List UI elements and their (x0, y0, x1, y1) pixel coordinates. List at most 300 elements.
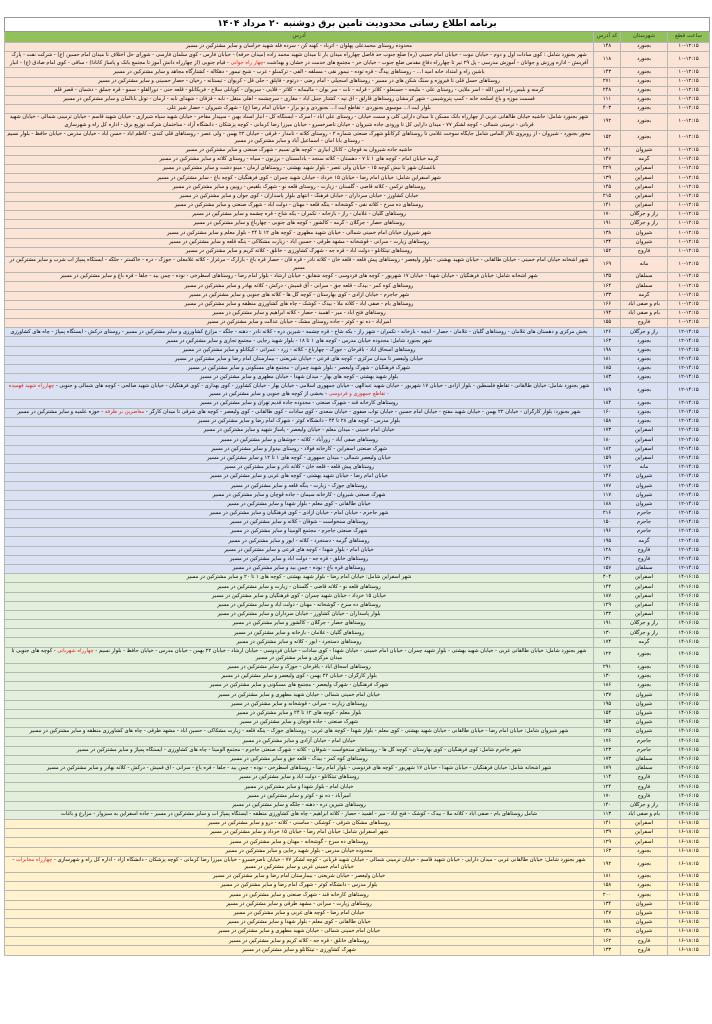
address (5, 229, 594, 238)
address (5, 847, 594, 856)
address-text: روستاهای گلیان - غلامان - بازخانه و سایر مشترکین در مسیر (234, 629, 364, 636)
address-code: ۱۳۹ (594, 829, 621, 838)
page-title: برنامه اطلاع رسانی محدودیت تامین برق دوشنبه ۲۰ مرداد ۱۴۰۴ (5, 18, 710, 32)
address-text: خیابان طالقانی - کوی معلم - بلوار شهدا و سایر مشترکین در مسیر (227, 919, 371, 926)
address-text: روستاهای سنخواست - شوقان - کلاته و سایر مشترکین در مسیر (230, 519, 368, 526)
address-text: حاشیه جاده شیروان به قوچان - کانال آبیاری - کوچه های نسیم - شهرک صنعتی و سایر مشترکین در مسیر (185, 146, 413, 153)
address-text: خیابان امام خمینی - میدان معلم - خیابان ولیعصر - پاساژ شهید و سایر مشترکین در مسیر (203, 427, 395, 434)
city: جاجرم (621, 528, 668, 537)
table-row (5, 592, 710, 601)
address-code: ۲۹۱ (594, 663, 621, 672)
address (5, 629, 594, 638)
city: بجنورد (621, 847, 668, 856)
table-row (5, 610, 710, 619)
outage-time: ۱۴-۱۶:۱۵ (668, 610, 710, 619)
address-text: بلوار مدرس - کوچه های ۲۸ تا ۴۴ - دانشگاه کوثر - شهرک امام رضا و سایر مشترکین در مسیر (197, 418, 401, 425)
title-row (5, 18, 710, 32)
table-row (5, 882, 710, 891)
address (5, 872, 594, 881)
address (5, 601, 594, 610)
address-text: خیابان امام رضا - خیابان شهید بهشتی - کوچه های غربی و سایر مشترکین در مسیر (210, 473, 388, 480)
city: بجنورد (621, 86, 668, 95)
address (5, 820, 594, 829)
address (5, 337, 594, 346)
outage-time: ۱۴-۱۶:۱۵ (668, 663, 710, 672)
outage-time: ۱۶-۱۸:۱۵ (668, 856, 710, 872)
table-row (5, 856, 710, 872)
city: بجنورد (621, 337, 668, 346)
outage-time: ۱۴-۱۶:۱۵ (668, 700, 710, 709)
city: بجنورد (621, 346, 668, 355)
city: بجنورد (621, 872, 668, 881)
table-row (5, 755, 710, 764)
outage-time: ۱۴-۱۶:۱۵ (668, 792, 710, 801)
address (5, 473, 594, 482)
city: بجنورد (621, 77, 668, 86)
address-text: امیرآباد - ده نو - کوثر - جاده روستای مشک - خیابان عدالت و سایر مشترکین در مسیر (206, 319, 392, 326)
address-text: روستاهای کوه کمر - بیدک - قلعه جق - سرانی - آق قمیش - درکش - کلاته بهادر و سایر مشترکین در مسیر (184, 282, 414, 289)
address (5, 482, 594, 491)
address-code: ۱۶۹ (594, 256, 621, 272)
address-text: روستاهای ده سرخ - گوشخانه - مهنان و سایر مشترکین در مسیر (229, 838, 369, 845)
outage-time: ۱۶-۱۸:۱۵ (668, 820, 710, 829)
outage-time: ۱۴-۱۶:۱۵ (668, 764, 710, 773)
city: شیروان (621, 918, 668, 927)
table-row (5, 891, 710, 900)
city: بجنورد (621, 647, 668, 663)
outage-time: ۱۴-۱۶:۱۵ (668, 691, 710, 700)
address (5, 365, 594, 374)
city: بجنورد (621, 663, 668, 672)
city: شیروان (621, 238, 668, 247)
address (5, 86, 594, 95)
table-row (5, 238, 710, 247)
city: شیروان (621, 229, 668, 238)
city: فاروج (621, 319, 668, 328)
city: فاروج (621, 792, 668, 801)
address-code: ۱۵۳ (594, 718, 621, 727)
address-text: شهر اسفراین شامل: خیابان امام رضا - بلوار شهید بهشتی - کوچه های ۱ تا ۲۰ و سایر مشترکین در مسیر (186, 574, 412, 581)
city: مانه (621, 463, 668, 472)
address-code: ۱۳۷ (594, 691, 621, 700)
table-row (5, 247, 710, 256)
address (5, 829, 594, 838)
city: بام و صفی آباد (621, 309, 668, 318)
address-code: ۱۲۹ (594, 838, 621, 847)
address-code: ۱۸۴ (594, 399, 621, 408)
address-text: روستاهای مشکان شرقی - کوشکی - ساسنی - کلاته - درو و سایر مشترکین در مسیر (208, 820, 390, 827)
address-code: ۱۴۶ (594, 473, 621, 482)
address-code: ۲۱۵ (594, 192, 621, 201)
outage-time: ۱۲-۱۴:۱۵ (668, 528, 710, 537)
city: اسفراین (621, 574, 668, 583)
city: بجنورد (621, 130, 668, 146)
outage-time: ۱۰-۱۲:۱۵ (668, 238, 710, 247)
address (5, 500, 594, 509)
address-text: شهر بجنورد: بلوار کارگران - خیابان ۲۲ بهمن - خیابان شهید مفتح - خیابان امام حسین - خیابان نواب صفوی - خیابان سعدی - کوی سادات - کوی طالقانی - کوی ولیعصر - کوچه های شرقی تا میدان کارگر - (144, 409, 581, 416)
table-row (5, 629, 710, 638)
address (5, 583, 594, 592)
address-text: خیابان ولیعصر شمالی - میدان جمهوری - کوچه های ۱ تا ۱۲ و سایر مشترکین در مسیر (207, 454, 391, 461)
schedule-table (4, 17, 710, 956)
address-text: گرمه خیابان امام - کوچه های ۱ تا ۷ - دهستان - کلاته سنجد - بادامستان - برزنون - سیاه - روستای کلاته و سایر مشترکین در مسیر (159, 156, 439, 163)
city: سملقان (621, 282, 668, 291)
address (5, 519, 594, 528)
outage-time: ۱۲-۱۴:۱۵ (668, 509, 710, 518)
city: فاروج (621, 247, 668, 256)
city: اسفراین (621, 183, 668, 192)
address-text: شهر آشخانه خیابان امام خمینی - خیابان طالقانی - خیابان شهید بهشتی - بلوار ولیعصر - روستاهای پیش قلعه - قلعه خان - کلاته نادر - قره قان - حصار قره باغ - بازارک - مرغزار - کلاته غلامعلی - جوزک - دره - خاکستر - جلگه - ایستگاه پمپاژ آب شرب و سایر مشترکین در مسیر (9, 256, 589, 271)
outage-time: ۱۴-۱۶:۱۵ (668, 783, 710, 792)
address-text: شهر بجنورد شامل : کوی سادات اول و دوم - خیابان نبوت - خیابان امام خمینی (ره) ضلع جنوب حد فاصل چهارراه میدان بار تا میدان شهید محمد زاده (میدان حرفه) - خیابان فارس - کوی سلمان فارسی - شورای حل اختلاف تا میدان امام حسین (ع) - شرکت نفت - پارک آفرینش - اداره ورزش و جوانان - آموزش مدرسی - پل ۲۹ تیر تا چهارراه دفاع مقدس ضلع جنوب - خیابان حر - مجتمع های خدمت در خشان و بهداشت - (11, 52, 589, 66)
city: بجنورد (621, 105, 668, 114)
address (5, 282, 594, 291)
outage-time: ۱۰-۱۲:۱۵ (668, 201, 710, 210)
address-text: شهرک فرهنگیان - شهرک ولیعصر - بلوار شهید چمران - مجتمع های مسکونی و سایر مشترکین در مسیر (188, 365, 410, 372)
address (5, 247, 594, 256)
header-address: آدرس (5, 32, 594, 43)
address (5, 183, 594, 192)
city: راز و جرگلان (621, 211, 668, 220)
table-row (5, 528, 710, 537)
address-code: ۱۲۳ (594, 746, 621, 755)
address-text: خیابان ولیعصر تا میدان مرکزی - کوچه های فرعی - خیابان شریعتی - بیمارستان امام رضا و سایر مشترکین در مسیر (174, 356, 424, 363)
address-code: ۱۳۹ (594, 174, 621, 183)
address-code: ۱۷۰ (594, 792, 621, 801)
address-text: روستاهای تیتکانلو - دولت آباد و سایر مشترکین در مسیر (239, 774, 359, 781)
table-row (5, 620, 710, 629)
address-code: ۲۲۹ (594, 165, 621, 174)
address (5, 68, 594, 77)
address-code: ۱۷۰ (594, 211, 621, 220)
address-text: روستاهای پیش قلعه - قلعه خان - کلاته نادر و سایر مشترکین در مسیر (223, 464, 375, 471)
table-row (5, 417, 710, 426)
address (5, 546, 594, 555)
address-code: ۴۰۴ (594, 574, 621, 583)
address-text: روستاهای بام - صفی آباد - کلاته ملا - بیدک - کوشک - چاه های کشاورزی منطقه و سایر مشترکین در مسیر (184, 300, 414, 307)
address (5, 374, 594, 383)
address-code: ۱۳۲ (594, 610, 621, 619)
outage-time: ۱۰-۱۲:۱۵ (668, 146, 710, 155)
table-row (5, 647, 710, 663)
address-code: ۱۵۲ (594, 247, 621, 256)
address-code: ۱۷۷ (594, 482, 621, 491)
address-text: باغستان شهر تا نبش کوچه ۱۵ - خیابان ولی عصر - بلوار شهید بهشتی - روستاهای آرمان - مینو دشت و سایر مشترکین در مسیر (162, 165, 436, 172)
address-code: ۱۸۲ (594, 445, 621, 454)
address (5, 620, 594, 629)
address-code: ۱۸۹ (594, 383, 621, 399)
city: بجنورد (621, 399, 668, 408)
city: راز و جرگلان (621, 328, 668, 337)
address-text: خیابان طالقانی - کوی معلم - بلوار شهدا و سایر مشترکین در مسیر (227, 500, 371, 507)
address-text-continued: - کوچه های جنوبی تا میدان مرکزی و سایر مشترکین در مسیر (11, 647, 343, 662)
table-row (5, 445, 710, 454)
city: بجنورد (621, 365, 668, 374)
address-text: خیابان امام - بلوار شهدا و سایر مشترکین در مسیر (244, 783, 354, 790)
address-text: شامل روستاهای بام - صفی آباد - کلاته ملا - بیدک - کوشک - فتح آباد - میر - آهمید - حصار - کلاته ابراهیم - چاه های کشاورزی منطقه - ایستگاه پمپاژ آب و سایر مشترکین در مسیر - جاده اسفراین به سبزوار - مزارع و باغات (60, 811, 538, 818)
address-text: خیابان امام - خیابان آزادی و سایر مشترکین در مسیر (242, 737, 356, 744)
address (5, 408, 594, 417)
address (5, 300, 594, 309)
address-code: ۱۵۴ (594, 709, 621, 718)
address-text: خیابان کشاورز - خیابان سرداران - خیابان فرهنگ - انتهای بلوار پاسداران - کوی جوان و سایر مشترکین در مسیر (179, 192, 419, 199)
outage-time: ۱۶-۱۸:۱۵ (668, 891, 710, 900)
address-text: روستاهای اسحاق آباد - باقرخان - جوزک و سایر مشترکین در مسیر (227, 664, 371, 671)
table-row (5, 319, 710, 328)
address (5, 856, 594, 872)
city: شیروان (621, 500, 668, 509)
table-row (5, 937, 710, 946)
table-row (5, 95, 710, 104)
address (5, 709, 594, 718)
address-code: ۱۸۷ (594, 592, 621, 601)
city: جاجرم (621, 746, 668, 755)
outage-time: ۱۴-۱۶:۱۵ (668, 592, 710, 601)
outage-time: ۱۶-۱۸:۱۵ (668, 847, 710, 856)
address-text: روستاهای حسل قلی تا فیروزه و سنگ شکن های در مسیر - روستاهای اسجیلی - امام رضی - درتوم - قاپلق - حلی قل - کریوان - تیستانه - رخیان - حصار حسینی و سایر مشترکین در مسیر (98, 77, 500, 84)
city: بجنورد (621, 383, 668, 399)
table-row (5, 774, 710, 783)
address-code: ۱۹۵ (594, 700, 621, 709)
outage-time: ۱۰-۱۲:۱۵ (668, 247, 710, 256)
city: شیروان (621, 491, 668, 500)
address-code: ۱۷۴ (594, 638, 621, 647)
table-row (5, 174, 710, 183)
table-row (5, 201, 710, 210)
address-code: ۱۹۱ (594, 220, 621, 229)
address (5, 592, 594, 601)
address-code: ۱۳۸ (594, 928, 621, 937)
address-highlight: چهارراه مخابرات (15, 856, 53, 863)
outage-time: ۱۴-۱۶:۱۵ (668, 718, 710, 727)
outage-time: ۱۰-۱۲:۱۵ (668, 130, 710, 146)
address-text-continued: - حوزه علمیه و سایر مشترکین در مسیر (17, 409, 105, 416)
address (5, 810, 594, 819)
table-row (5, 691, 710, 700)
table-row (5, 291, 710, 300)
outage-time: ۱۴-۱۶:۱۵ (668, 574, 710, 583)
outage-time: ۱۰-۱۲:۱۵ (668, 291, 710, 300)
address-text: بلوار مدرس - دانشگاه کوثر - شهرک امام رضا و سایر مشترکین در مسیر (220, 882, 378, 889)
address-code: ۱۶۳ (594, 847, 621, 856)
outage-time: ۱۲-۱۴:۱۵ (668, 564, 710, 573)
city: شیروان (621, 709, 668, 718)
table-row (5, 130, 710, 146)
table-row (5, 77, 710, 86)
table-row (5, 427, 710, 436)
outage-time: ۱۲-۱۴:۱۵ (668, 555, 710, 564)
address-text: خیابان ۱۵ خرداد - خیابان شهید چمران - کوی فرهنگیان و سایر مشترکین در مسیر (211, 592, 387, 599)
address (5, 838, 594, 847)
address-text: بلوار شهید بهشتی - کوچه های بهار - میدان شهدا - خیابان مطهری و سایر مشترکین در مسیر (199, 374, 399, 381)
table-row (5, 374, 710, 383)
address-text: روستاهای جوزک - زیارت - ینگه قلعه و سایر مشترکین در مسیر (230, 482, 368, 489)
city: گرمه (621, 537, 668, 546)
address (5, 528, 594, 537)
outage-time: ۱۰-۱۲:۱۵ (668, 309, 710, 318)
header-time: ساعت قطع (668, 32, 710, 43)
table-row (5, 211, 710, 220)
address-text: روستاهای کارخانه قند - شهرک صنعتی - محدوده جاده قدیم تهران و سایر مشترکین در مسیر (200, 399, 398, 406)
address (5, 114, 594, 130)
address-text: روستاهای تیتکانلو - دولت آباد - قره جه - شهرک کشاورزی - خانلق - کلاته کریم و سایر مشترکین در مسیر (185, 248, 413, 255)
city: اسفراین (621, 820, 668, 829)
city: شیروان (621, 473, 668, 482)
city: فاروج (621, 774, 668, 783)
address-text: شهر جاجرم - خیابان امام - خیابان آزادی - کوی فرهنگیان و سایر مشترکین در مسیر (209, 510, 389, 517)
outage-time: ۱۴-۱۶:۱۵ (668, 801, 710, 810)
address-text: روستاهای ده سرخ - کلاته نقی - گوشخانه - ینگه قلعه - مهنان - دولت آباد - شهرک صنعتی و سایر مشترکین در مسیر (174, 202, 424, 209)
address-code: ۱۱۸ (594, 52, 621, 68)
city: سملقان (621, 564, 668, 573)
city: گرمه (621, 291, 668, 300)
table-row (5, 282, 710, 291)
city: فاروج (621, 546, 668, 555)
address-text: روستاهای زیارت - سرانی - مشهد طرقی و سایر مشترکین در مسیر (226, 900, 372, 907)
outage-time: ۱۲-۱۴:۱۵ (668, 427, 710, 436)
city: بام و صفی آباد (621, 300, 668, 309)
outage-time: ۱۰-۱۲:۱۵ (668, 192, 710, 201)
address (5, 454, 594, 463)
address-code: ۱۶۰ (594, 408, 621, 417)
address-code: ۱۳۳ (594, 291, 621, 300)
city: اسفراین (621, 829, 668, 838)
outage-time: ۱۲-۱۴:۱۵ (668, 491, 710, 500)
address (5, 192, 594, 201)
city: بجنورد (621, 355, 668, 364)
address-code: ۲۰۰ (594, 891, 621, 900)
outage-time: ۱۶-۱۸:۱۵ (668, 838, 710, 847)
outage-time: ۱۰-۱۲:۱۵ (668, 95, 710, 104)
address-text: شهر جاجرم شامل: کوی فرهنگیان - کوی بهارستان - کوچه گل ها - روستاهای سنخواست - شوقان - کلاته - شهرک صنعتی جاجرم - مجتمع آلومینا - چاه های کشاورزی - ایستگاه پمپاژ و سایر مشترکین در مسیر (76, 746, 522, 753)
outage-time: ۱۲-۱۴:۱۵ (668, 328, 710, 337)
outage-time: ۱۶-۱۸:۱۵ (668, 829, 710, 838)
city: شیروان (621, 482, 668, 491)
city: بجنورد (621, 408, 668, 417)
address-text: باشین راه و امتداد خانه امید ا... - روستاهای پیدگ - قره توده - نیمور نقی - مسلقه - الفی - ترکمنلو - غرب - شیخ تیمور - دهکاله - کشتارگاه مجاهد و سایر مشترکین در مسیر (113, 68, 485, 75)
outage-time: ۱۰-۱۲:۱۵ (668, 43, 710, 52)
address-text: شهر آشخانه شامل: خیابان فرهنگیان - خیابان شهدا - خیابان ۱۷ شهریور - کوچه های فردوسی - بلوار امام رضا - روستاهای اسطرخی - نوده - چمن بید - جلفا - قره باغ - سرانی - آق قمیش - درکش - کلاته بهادر و سایر مشترکین در مسیر (46, 765, 552, 772)
outage-time: ۱۲-۱۴:۱۵ (668, 399, 710, 408)
address-code: ۱۵۹ (594, 454, 621, 463)
table-row (5, 638, 710, 647)
city: اسفراین (621, 201, 668, 210)
city: راز و جرگلان (621, 220, 668, 229)
address-code: ۱۳۸ (594, 229, 621, 238)
address-code: ۱۶۶ (594, 300, 621, 309)
address-text: روستاهای ترکمن - کلاته قاضی - گلستان - زیارت - روستای قلعه نو - شهرک بلقیس - رویین و سایر مشترکین در مسیر (172, 183, 426, 190)
table-row (5, 436, 710, 445)
table-row (5, 105, 710, 114)
table-row (5, 601, 710, 610)
address-text: روستاهای حصار - جرگلان - کالشور و سایر مشترکین در مسیر (232, 620, 366, 627)
outage-time: ۱۴-۱۶:۱۵ (668, 737, 710, 746)
city: بجنورد (621, 682, 668, 691)
table-row (5, 273, 710, 282)
address-code: ۱۹۱ (594, 620, 621, 629)
address-code: ۱۳۰ (594, 629, 621, 638)
header-city: شهرستان (621, 32, 668, 43)
table-row (5, 43, 710, 52)
table-row (5, 682, 710, 691)
address-text: روستاهای گلیان - غلامان - راز - بازخانه - تکمران - یکه شاخ - قره چشمه و سایر مشترکین در مسیر (192, 211, 406, 218)
address (5, 130, 594, 146)
outage-time: ۱۲-۱۴:۱۵ (668, 482, 710, 491)
table-row (5, 473, 710, 482)
address (5, 43, 594, 52)
city: بجنورد (621, 114, 668, 130)
address-text: محدوده روستای محمدعلی پهلوان - اترباد - کهنه کن - سرده فله شهید خراسان و سایر مشترکین در مسیر (185, 43, 413, 50)
address-code: ۱۲۶ (594, 328, 621, 337)
address (5, 728, 594, 737)
city: راز و جرگلان (621, 629, 668, 638)
address-code: ۲۷۱ (594, 77, 621, 86)
city: جاجرم (621, 737, 668, 746)
address-code: ۱۳۵ (594, 273, 621, 282)
address-text: خیابان امام خمینی شمالی - خیابان شهید مطهری و سایر مشترکین در مسیر (217, 928, 381, 935)
outage-time: ۱۶-۱۸:۱۵ (668, 900, 710, 909)
address-code: ۱۴۷ (594, 909, 621, 918)
address-code: ۱۹۴ (594, 309, 621, 318)
address-text: بلوار آیت ا... موسوی بجنوردی - تقاطع آیت ا... بجنوردی و نو برار - خیابان امام رضا (ع) - شهرک شیروان - حصار شیر علی (167, 105, 431, 112)
address (5, 165, 594, 174)
address-text: قسمت موزه و باغ اسلحه خانه - کمپ پتروشیمی - شهر کرمشان روستاهای قارلق - آق تپه - کشتار جنبل آباد - مقاری - سرچشمه - اهلی منقل - نابه - قزقان - شهدای نابه - ارمان - تونل بابالمان و سایر مشترکین در مسیر (63, 96, 535, 103)
address (5, 946, 594, 955)
table-row (5, 500, 710, 509)
city: بام و صفی آباد (621, 810, 668, 819)
address-text: شهر بجنورد شامل: محدوده خیابان مدرس - کوچه های ۱ تا ۱۸ - بلوار شهید رجایی - مجتمع تجاری و سایر مشترکین در مسیر (166, 337, 432, 344)
table-row (5, 454, 710, 463)
address (5, 537, 594, 546)
address-code: ۱۱۲ (594, 463, 621, 472)
address (5, 663, 594, 672)
outage-time: ۱۰-۱۲:۱۵ (668, 86, 710, 95)
table-row (5, 192, 710, 201)
address-text: روستاهای دستجرد - ایور - کلاته و سایر مشترکین در مسیر (236, 638, 362, 645)
address-text: شهر شیروان خیابان امام خمینی شمالی - خیابان شهید مطهری - کوچه های ۱۲ تا ۲۴ - بلوار معلم و سایر مشترکین در مسیر (166, 229, 432, 236)
table-row (5, 847, 710, 856)
city: اسفراین (621, 174, 668, 183)
address (5, 574, 594, 583)
outage-time: ۱۲-۱۴:۱۵ (668, 383, 710, 399)
table-row (5, 399, 710, 408)
address-text: شهر اسفراین شامل: خیابان امام رضا - خیابان ۱۵ خرداد و سایر مشترکین در مسیر (210, 829, 388, 836)
address-code: ۱۲۴ (594, 783, 621, 792)
table-row (5, 220, 710, 229)
city: سملقان (621, 764, 668, 773)
address (5, 220, 594, 229)
city: بجنورد (621, 52, 668, 68)
table-row (5, 509, 710, 518)
address (5, 383, 594, 399)
address (5, 355, 594, 364)
address-code: ۱۸۵ (594, 365, 621, 374)
address-highlight: معاصرین بر طرفه (104, 409, 145, 416)
city: شیروان (621, 928, 668, 937)
outage-time: ۱۴-۱۶:۱۵ (668, 638, 710, 647)
address-code: ۱۳۴ (594, 900, 621, 909)
table-row (5, 383, 710, 399)
address-text: شهرک صنعتی جاجرم - مجتمع آلومینا و سایر مشترکین در مسیر (230, 528, 368, 535)
table-row (5, 918, 710, 927)
address-text: روستاهای حصار - جرگلان - گرمه - کالشور - کوچه های جنوبی - چهارباغ و سایر مشترکین در مسیر (193, 220, 405, 227)
outage-time: ۱۲-۱۴:۱۵ (668, 519, 710, 528)
outage-time: ۱۰-۱۲:۱۵ (668, 174, 710, 183)
address (5, 610, 594, 619)
address (5, 427, 594, 436)
address (5, 755, 594, 764)
table-row (5, 810, 710, 819)
